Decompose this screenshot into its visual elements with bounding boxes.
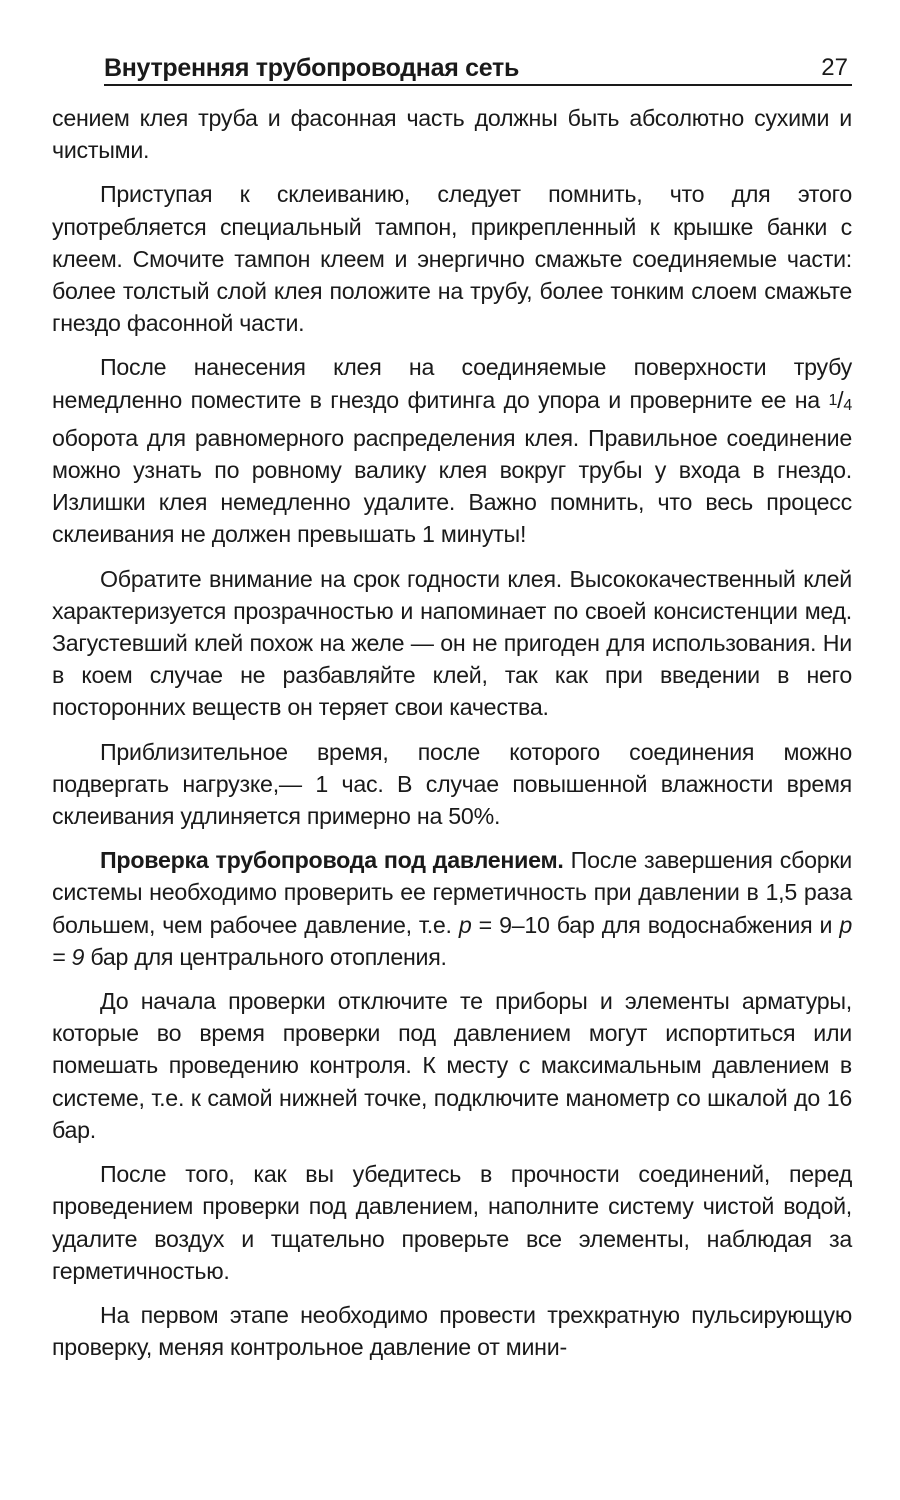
paragraph-gluing-swab	[52, 178, 852, 339]
paragraph-text-start: После нанесения клея на соединяемые поверхности трубу немедленно поместите в гнездо фитинга до упора и проверните ее на	[52, 354, 852, 413]
paragraph-text-end: бар для центрального отопления.	[84, 943, 447, 970]
paragraph-text-middle: = 9–10 бар для водоснабжения и	[471, 911, 840, 938]
paragraph-pulse-test	[52, 1299, 852, 1363]
paragraph-text: сением клея труба и фасонная часть должны быть абсолютно сухими и чистыми.	[52, 105, 852, 164]
running-header	[104, 48, 852, 86]
paragraph-text: Приблизительное время, после которого соединения можно подвергать нагрузке,— 1 час. В случае повышенной влажности время склеивания удлиняется примерно на 50%.	[52, 738, 852, 830]
pressure-variable: p	[839, 911, 852, 938]
paragraph-text-start: После завершения сборки системы необходимо проверить ее герметичность при давлении в 1,5 раза большем, чем рабочее давление, т.е.	[52, 847, 853, 938]
pressure-variable: p	[458, 911, 472, 938]
paragraph-continued	[52, 102, 852, 166]
page-number: 27	[821, 54, 848, 81]
paragraph-text: Обратите внимание на срок годности клея. Высококачественный клей характеризуется прозрачностью и напоминает по своей консистенции мед. Загустевший клей похож на желе — он не пригоден для использования. Ни в коем случае не разбавляйте клей, так как при введении в него посторонних веществ он теряет свои качества.	[52, 565, 852, 721]
paragraph-manometer	[52, 985, 852, 1146]
run-in-heading: Проверка трубопровода под давлением.	[100, 847, 564, 874]
running-title: Внутренняя трубопроводная сеть	[104, 54, 520, 82]
paragraph-fill-system	[52, 1158, 852, 1287]
fraction-denominator: 4	[843, 396, 852, 414]
fraction-slash: /	[837, 386, 844, 413]
paragraph-curing-time	[52, 736, 852, 833]
paragraph-text: До начала проверки отключите те приборы и элементы арматуры, которые во время проверки под давлением могут испортиться или помешать проведению контроля. К месту с максимальным давлением в системе, т.е. к самой нижней точке, подключите манометр со шкалой до 16 бар.	[52, 988, 852, 1143]
paragraph-text: После того, как вы убедитесь в прочности соединений, перед проведением проверки под давлением, наполните систему чистой водой, удалите воздух и тщательно проверьте все элементы, наблюдая за герметичностью.	[52, 1161, 852, 1284]
body-text	[52, 102, 852, 1363]
paragraph-glue-application	[52, 351, 852, 550]
pressure-value: = 9	[52, 943, 85, 970]
paragraph-text: На первом этапе необходимо провести трехкратную пульсирующую проверку, меняя контрольное давление от мини-	[52, 1301, 852, 1361]
paragraph-text-end: оборота для равномерного распределения клея. Правильное соединение можно узнать по ровному валику клея вокруг трубы у входа в гнездо. Излишки клея немедленно удалите. Важно помнить, что весь процесс склеивания не должен превышать 1 минуты!	[52, 424, 852, 548]
book-page	[52, 48, 852, 1363]
paragraph-glue-shelf-life	[52, 563, 852, 724]
paragraph-text: Приступая к склеиванию, следует помнить, что для этого употребляется специальный тампон, прикрепленный к крышке банки с клеем. Смочите тампон клеем и энергично смажьте соединяемые части: более толстый слой клея положите на трубу, более тонким слоем смажьте гнездо фасонной части.	[52, 181, 852, 337]
paragraph-pressure-test	[52, 844, 852, 973]
fraction-numerator: 1	[828, 391, 838, 409]
